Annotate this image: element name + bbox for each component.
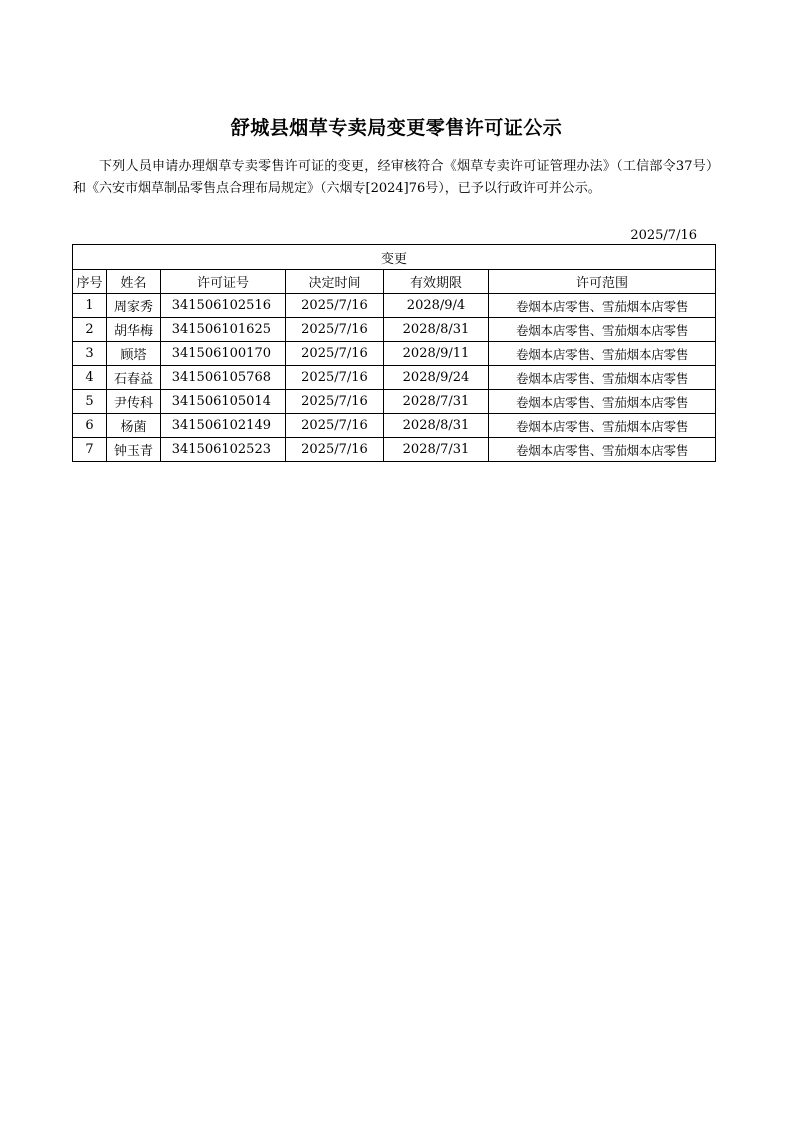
cell-valid-until: 2028/9/11 (384, 342, 489, 366)
header-decision-date: 决定时间 (286, 270, 384, 294)
cell-decision-date: 2025/7/16 (286, 294, 384, 318)
table-row (73, 366, 716, 390)
cell-decision-date: 2025/7/16 (286, 318, 384, 342)
cell-valid-until: 2028/7/31 (384, 438, 489, 462)
cell-no: 3 (73, 342, 107, 366)
license-table (72, 244, 716, 462)
section-label: 变更 (73, 245, 716, 270)
table-row (73, 414, 716, 438)
cell-no: 4 (73, 366, 107, 390)
cell-valid-until: 2028/9/24 (384, 366, 489, 390)
table-row (73, 294, 716, 318)
table-row (73, 342, 716, 366)
cell-scope: 卷烟本店零售、雪茄烟本店零售 (489, 366, 716, 390)
cell-license: 341506102149 (161, 414, 286, 438)
cell-decision-date: 2025/7/16 (286, 414, 384, 438)
cell-valid-until: 2028/9/4 (384, 294, 489, 318)
page-title: 舒城县烟草专卖局变更零售许可证公示 (230, 117, 563, 139)
table-row (73, 438, 716, 462)
cell-name: 钟玉青 (107, 438, 161, 462)
header-scope: 许可范围 (489, 270, 716, 294)
cell-name: 石春益 (107, 366, 161, 390)
intro-paragraph: 下列人员申请办理烟草专卖零售许可证的变更，经审核符合《烟草专卖许可证管理办法》（工信部令37号）和《六安市烟草制品零售点合理布局规定》（六烟专[2024]76号），已予以行政许可并公示。 (73, 159, 719, 196)
cell-valid-until: 2028/7/31 (384, 390, 489, 414)
header-no: 序号 (73, 270, 107, 294)
cell-license: 341506101625 (161, 318, 286, 342)
cell-name: 周家秀 (107, 294, 161, 318)
cell-scope: 卷烟本店零售、雪茄烟本店零售 (489, 318, 716, 342)
cell-valid-until: 2028/8/31 (384, 318, 489, 342)
cell-name: 胡华梅 (107, 318, 161, 342)
cell-decision-date: 2025/7/16 (286, 366, 384, 390)
cell-valid-until: 2028/8/31 (384, 414, 489, 438)
cell-no: 5 (73, 390, 107, 414)
cell-scope: 卷烟本店零售、雪茄烟本店零售 (489, 414, 716, 438)
section-header-row (73, 245, 716, 270)
cell-decision-date: 2025/7/16 (286, 390, 384, 414)
cell-no: 1 (73, 294, 107, 318)
cell-scope: 卷烟本店零售、雪茄烟本店零售 (489, 438, 716, 462)
publish-date: 2025/7/16 (630, 228, 697, 243)
table-row (73, 390, 716, 414)
cell-decision-date: 2025/7/16 (286, 342, 384, 366)
cell-license: 341506102516 (161, 294, 286, 318)
cell-no: 7 (73, 438, 107, 462)
cell-no: 2 (73, 318, 107, 342)
header-name: 姓名 (107, 270, 161, 294)
cell-license: 341506102523 (161, 438, 286, 462)
cell-name: 顾塔 (107, 342, 161, 366)
table-row (73, 318, 716, 342)
cell-name: 尹传科 (107, 390, 161, 414)
cell-license: 341506105768 (161, 366, 286, 390)
cell-scope: 卷烟本店零售、雪茄烟本店零售 (489, 342, 716, 366)
cell-license: 341506105014 (161, 390, 286, 414)
cell-license: 341506100170 (161, 342, 286, 366)
cell-scope: 卷烟本店零售、雪茄烟本店零售 (489, 390, 716, 414)
cell-no: 6 (73, 414, 107, 438)
cell-name: 杨菌 (107, 414, 161, 438)
cell-scope: 卷烟本店零售、雪茄烟本店零售 (489, 294, 716, 318)
header-valid-until: 有效期限 (384, 270, 489, 294)
cell-decision-date: 2025/7/16 (286, 438, 384, 462)
column-header-row (73, 270, 716, 294)
header-license: 许可证号 (161, 270, 286, 294)
